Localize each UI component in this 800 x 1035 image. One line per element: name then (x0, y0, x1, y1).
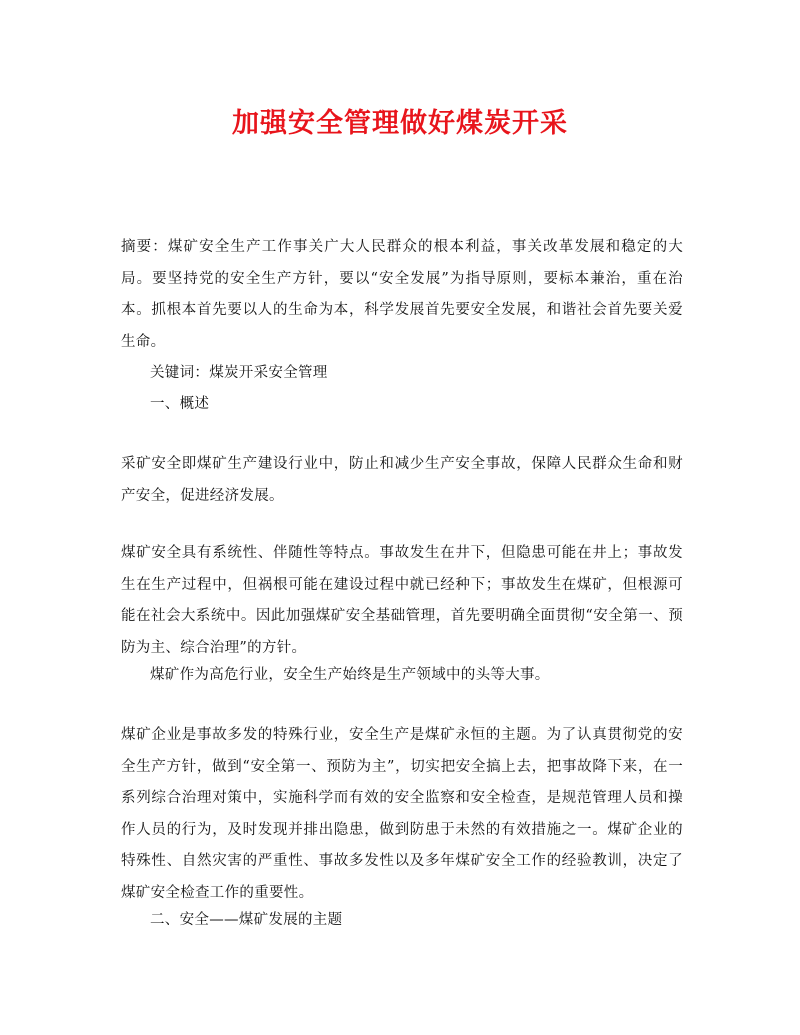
paragraph-safety-inspection: 煤矿企业是事故多发的特殊行业，安全生产是煤矿永恒的主题。为了认真贯彻党的安全生产方针，做到“安全第一、预防为主”，切实把安全搞上去，把事故降下来，在一系列综合治理对策中，实施科学而有效的安全监察和安全检查，是规范管理人员和操作人员的行为，及时发现并排出隐患，做到防患于未然的有效措施之一。煤矿企业的特殊性、自然灾害的严重性、事故多发性以及多年煤矿安全工作的经验教训，决定了煤矿安全检查工作的重要性。 (121, 727, 683, 901)
abstract-paragraph: 摘要：煤矿安全生产工作事关广大人民群众的根本利益，事关改革发展和稳定的大局。要坚持党的安全生产方针，要以“安全发展”为指导原则，要标本兼治，重在治本。抓根本首先要以人的生命为本，科学发展首先要安全发展，和谐社会首先要关爱生命。 (121, 239, 683, 350)
keywords-line: 关键词：煤炭开采安全管理 (150, 365, 328, 381)
document-title: 加强安全管理做好煤炭开采 (232, 108, 568, 139)
section-heading-safety-theme: 二、安全——煤矿发展的主题 (150, 912, 343, 928)
paragraph-mining-safety-definition: 采矿安全即煤矿生产建设行业中，防止和减少生产安全事故，保障人民群众生命和财产安全，促进经济发展。 (121, 456, 683, 504)
section-heading-overview: 一、概述 (150, 396, 210, 412)
paragraph-high-risk-industry: 煤矿作为高危行业，安全生产始终是生产领域中的头等大事。 (150, 667, 550, 683)
paragraph-safety-characteristics: 煤矿安全具有系统性、伴随性等特点。事故发生在井下，但隐患可能在井上；事故发生在生产过程中，但祸根可能在建设过程中就已经种下；事故发生在煤矿，但根源可能在社会大系统中。因此加强煤矿安全基础管理，首先要明确全面贯彻“安全第一、预防为主、综合治理”的方针。 (121, 545, 683, 656)
